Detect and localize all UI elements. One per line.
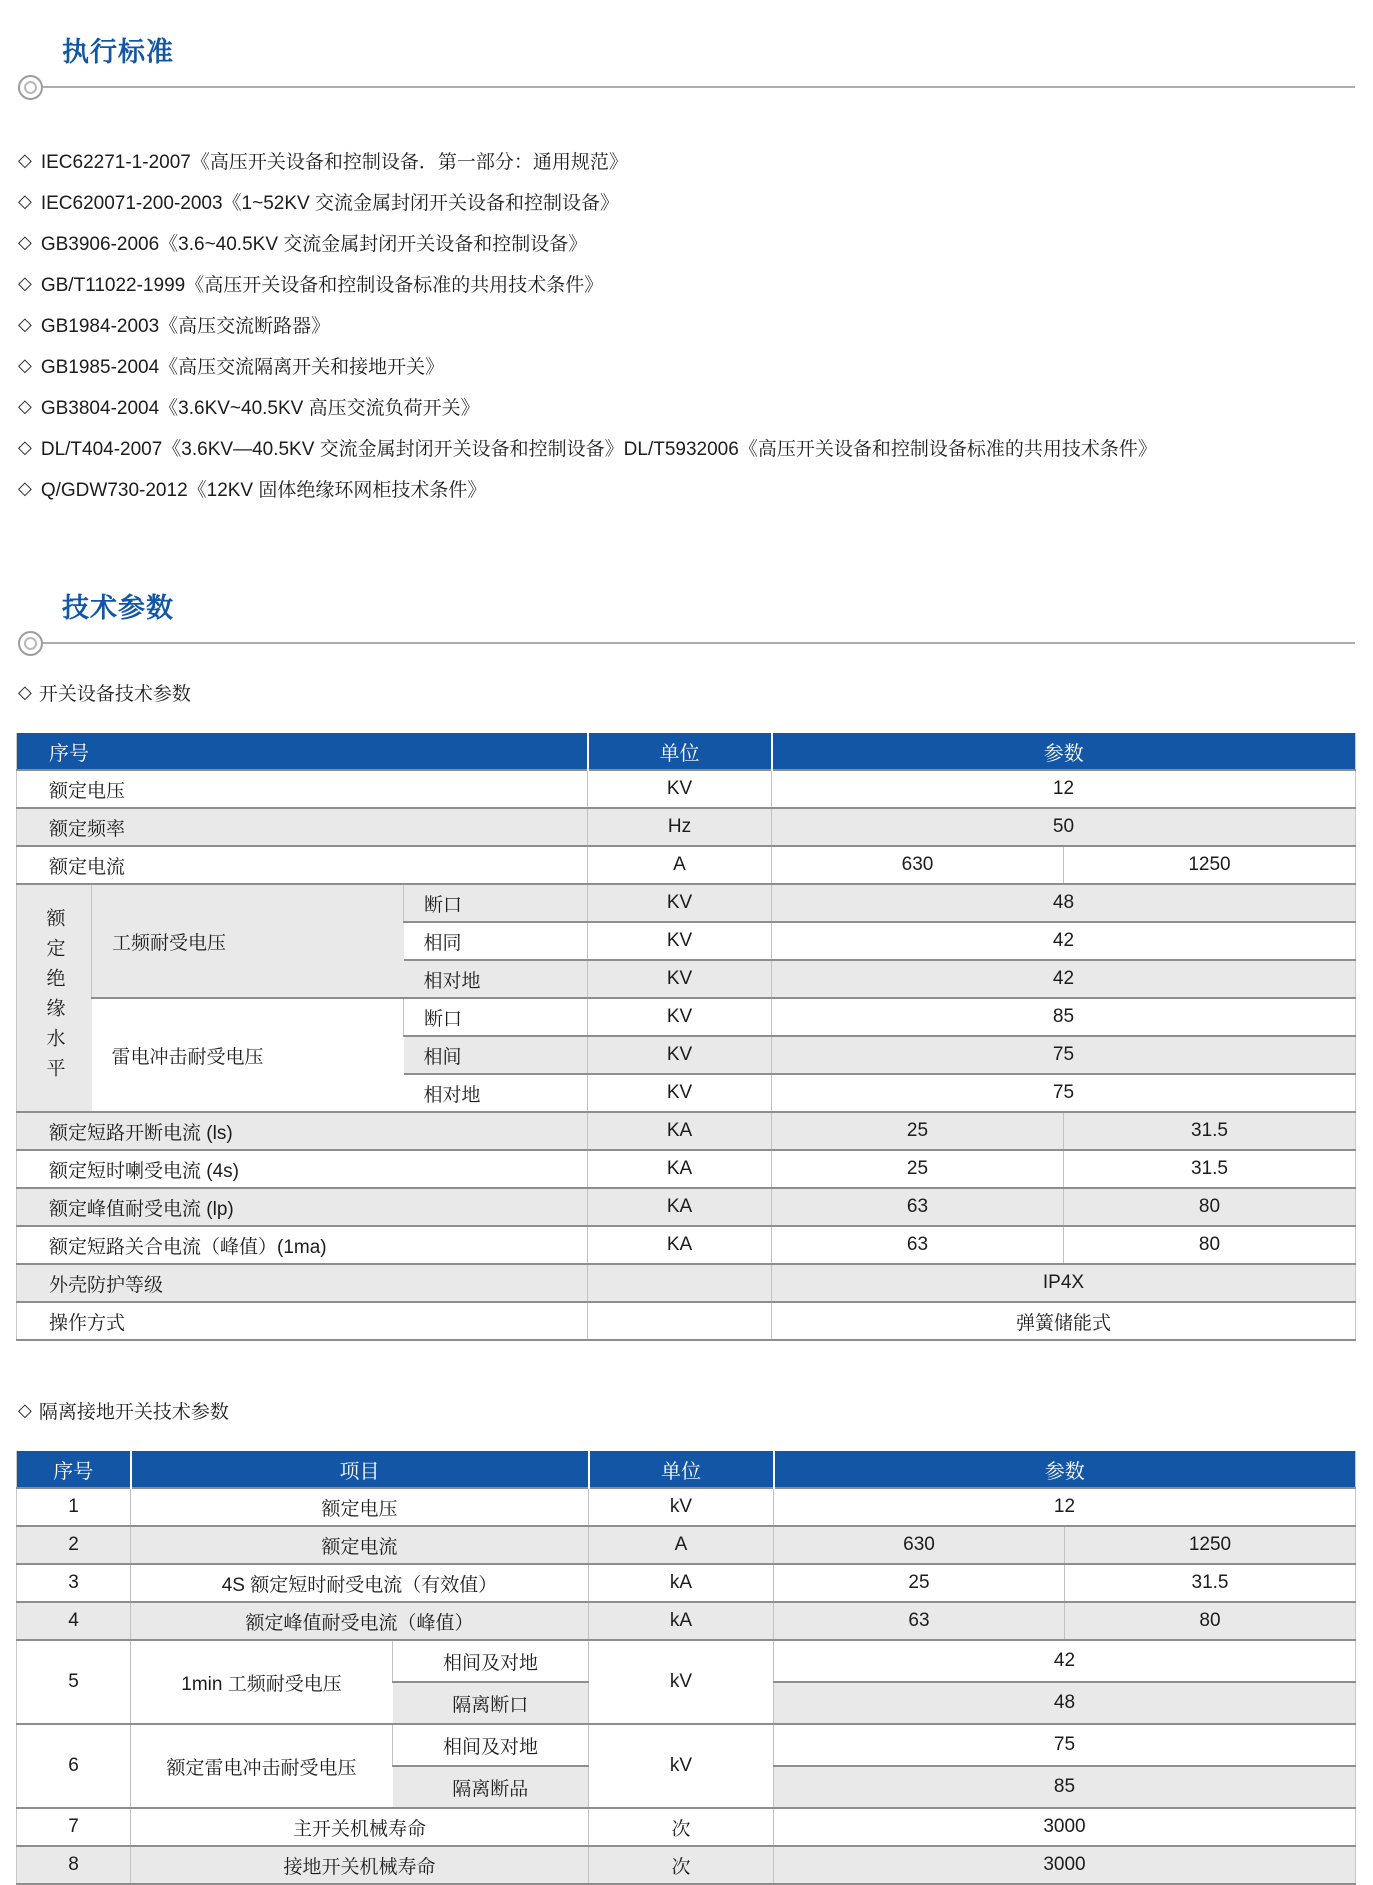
value-cell: 75 (772, 1036, 1356, 1074)
unit-cell (588, 1264, 772, 1302)
value-cell: 1250 (1065, 1526, 1356, 1564)
standard-text: IEC620071-200-2003《1~52KV 交流金属封闭开关设备和控制设备》 (40, 193, 619, 214)
standard-text: GB3804-2004《3.6KV~40.5KV 高压交流负荷开关》 (40, 398, 480, 419)
standard-item (18, 188, 1355, 215)
unit-cell (588, 1302, 772, 1340)
serial-cell: 5 (17, 1640, 131, 1724)
unit-cell: kV (589, 1640, 774, 1724)
serial-cell: 7 (17, 1808, 131, 1846)
diamond-icon: ◇ (18, 1400, 32, 1420)
row-label: 额定短时喇受电流 (4s) (17, 1150, 588, 1188)
sub-item-label: 相对地 (404, 1074, 588, 1112)
table-row (17, 1602, 1356, 1640)
sub-item-label: 相间及对地 (393, 1724, 589, 1766)
unit-cell: KV (588, 1036, 772, 1074)
sub-item-label: 相间及对地 (393, 1640, 589, 1682)
value-cell: 630 (774, 1526, 1065, 1564)
row-label: 额定电流 (17, 846, 588, 884)
unit-cell: KV (588, 1074, 772, 1112)
diamond-icon: ◇ (18, 478, 32, 498)
table-row (17, 770, 1356, 808)
table-row (17, 1264, 1356, 1302)
standard-item (18, 270, 1355, 297)
unit-cell: Hz (588, 808, 772, 846)
switchgear-subtitle (18, 679, 1355, 706)
serial-cell: 3 (17, 1564, 131, 1602)
row-label: 外壳防护等级 (17, 1264, 588, 1302)
serial-cell: 1 (17, 1488, 131, 1526)
insulation-group-label: 额定绝缘水平 (17, 884, 92, 1112)
col-header-serial: 序号 (17, 1451, 131, 1488)
col-header-param: 参数 (774, 1451, 1356, 1488)
diamond-icon: ◇ (18, 355, 32, 375)
table-row (17, 1150, 1356, 1188)
table-row (17, 998, 1356, 1036)
table-row (17, 1488, 1356, 1526)
row-label: 额定电压 (131, 1488, 589, 1526)
parameters-section (16, 586, 1355, 1885)
col-header-unit: 单位 (588, 733, 772, 770)
value-cell: 85 (774, 1766, 1356, 1808)
standard-text: GB/T11022-1999《高压开关设备和控制设备标准的共用技术条件》 (40, 275, 604, 296)
standard-text: GB1984-2003《高压交流断路器》 (40, 316, 331, 337)
value-cell: 弹簧储能式 (772, 1302, 1356, 1340)
value-cell: 63 (772, 1188, 1064, 1226)
table-row (17, 1226, 1356, 1264)
unit-cell: KA (588, 1226, 772, 1264)
standard-item (18, 352, 1355, 379)
standard-item (18, 475, 1355, 502)
unit-cell: KV (588, 884, 772, 922)
subtitle-text: 开关设备技术参数 (38, 684, 191, 705)
value-cell: 63 (772, 1226, 1064, 1264)
diamond-icon: ◇ (18, 191, 32, 211)
value-cell: 42 (774, 1640, 1356, 1682)
table-row (17, 1640, 1356, 1682)
col-header-item: 项目 (131, 1451, 589, 1488)
standard-item (18, 147, 1355, 174)
value-cell: 31.5 (1065, 1564, 1356, 1602)
isolator-subtitle (18, 1397, 1355, 1424)
value-cell: 3000 (774, 1846, 1356, 1884)
col-header-unit: 单位 (589, 1451, 774, 1488)
serial-cell: 6 (17, 1724, 131, 1808)
sub-item-label: 断口 (404, 884, 588, 922)
table-header-row (17, 1451, 1356, 1488)
table-row (17, 1188, 1356, 1226)
value-cell: 63 (774, 1602, 1065, 1640)
unit-cell: KA (588, 1112, 772, 1150)
diamond-icon: ◇ (18, 437, 32, 457)
sub-item-label: 相同 (404, 922, 588, 960)
divider-line (42, 642, 1355, 644)
parameters-section-title: 技术参数 (62, 593, 174, 623)
value-cell: 3000 (774, 1808, 1356, 1846)
serial-cell: 4 (17, 1602, 131, 1640)
row-label: 额定峰值耐受电流 (lp) (17, 1188, 588, 1226)
col-header-param: 参数 (772, 733, 1356, 770)
standard-text: Q/GDW730-2012《12KV 固体绝缘环网柜技术条件》 (40, 480, 487, 501)
group-label: 雷电冲击耐受电压 (92, 998, 404, 1112)
isolator-table (16, 1451, 1356, 1885)
row-label: 操作方式 (17, 1302, 588, 1340)
table-row (17, 1112, 1356, 1150)
standard-item (18, 434, 1355, 461)
diamond-icon: ◇ (18, 396, 32, 416)
table-row (17, 1724, 1356, 1766)
divider-line (42, 86, 1355, 88)
ring-icon (18, 631, 43, 656)
standard-item (18, 393, 1355, 420)
value-cell: 75 (774, 1724, 1356, 1766)
standards-section (16, 30, 1355, 502)
value-cell: 48 (772, 884, 1356, 922)
value-cell: 48 (774, 1682, 1356, 1724)
serial-cell: 8 (17, 1846, 131, 1884)
standards-list (18, 147, 1355, 502)
value-cell: 80 (1064, 1188, 1356, 1226)
row-label: 接地开关机械寿命 (131, 1846, 589, 1884)
row-label: 额定短路关合电流（峰值）(1ma) (17, 1226, 588, 1264)
value-cell: 25 (772, 1112, 1064, 1150)
value-cell: 12 (774, 1488, 1356, 1526)
value-cell: 80 (1065, 1602, 1356, 1640)
standard-text: IEC62271-1-2007《高压开关设备和控制设备．第一部分：通用规范》 (40, 152, 628, 173)
unit-cell: 次 (589, 1846, 774, 1884)
value-cell: 1250 (1064, 846, 1356, 884)
unit-cell: A (589, 1526, 774, 1564)
table-row (17, 1846, 1356, 1884)
table-row (17, 808, 1356, 846)
standard-item (18, 229, 1355, 256)
value-cell: 31.5 (1064, 1112, 1356, 1150)
standard-text: GB3906-2006《3.6~40.5KV 交流金属封闭开关设备和控制设备》 (40, 234, 588, 255)
diamond-icon: ◇ (18, 314, 32, 334)
row-label: 额定电压 (17, 770, 588, 808)
sub-item-label: 相对地 (404, 960, 588, 998)
value-cell: 25 (772, 1150, 1064, 1188)
standard-item (18, 311, 1355, 338)
unit-cell: kV (589, 1724, 774, 1808)
row-label: 额定峰值耐受电流（峰值） (131, 1602, 589, 1640)
unit-cell: A (588, 846, 772, 884)
group-label: 1min 工频耐受电压 (131, 1640, 393, 1724)
value-cell: 25 (774, 1564, 1065, 1602)
unit-cell: kV (589, 1488, 774, 1526)
row-label: 额定频率 (17, 808, 588, 846)
table-row (17, 1808, 1356, 1846)
sub-item-label: 断口 (404, 998, 588, 1036)
unit-cell: 次 (589, 1808, 774, 1846)
group-label: 额定雷电冲击耐受电压 (131, 1724, 393, 1808)
serial-cell: 2 (17, 1526, 131, 1564)
row-label: 额定电流 (131, 1526, 589, 1564)
value-cell: 630 (772, 846, 1064, 884)
unit-cell: KV (588, 998, 772, 1036)
value-cell: 42 (772, 922, 1356, 960)
unit-cell: kA (589, 1564, 774, 1602)
group-label: 工频耐受电压 (92, 884, 404, 998)
diamond-icon: ◇ (18, 150, 32, 170)
value-cell: 85 (772, 998, 1356, 1036)
value-cell: 50 (772, 808, 1356, 846)
value-cell: 31.5 (1064, 1150, 1356, 1188)
table-row (17, 1526, 1356, 1564)
row-label: 4S 额定短时耐受电流（有效值） (131, 1564, 589, 1602)
row-label: 额定短路开断电流 (ls) (17, 1112, 588, 1150)
ring-icon (18, 75, 43, 100)
diamond-icon: ◇ (18, 273, 32, 293)
table-row (17, 1564, 1356, 1602)
unit-cell: KV (588, 770, 772, 808)
unit-cell: KA (588, 1188, 772, 1226)
standards-section-title: 执行标准 (62, 37, 174, 67)
diamond-icon: ◇ (18, 232, 32, 252)
unit-cell: KA (588, 1150, 772, 1188)
sub-item-label: 隔离断品 (393, 1766, 589, 1808)
section-divider (16, 629, 1355, 659)
value-cell: IP4X (772, 1264, 1356, 1302)
table-row (17, 884, 1356, 922)
value-cell: 80 (1064, 1226, 1356, 1264)
sub-item-label: 隔离断口 (393, 1682, 589, 1724)
unit-cell: kA (589, 1602, 774, 1640)
value-cell: 12 (772, 770, 1356, 808)
diamond-icon: ◇ (18, 682, 32, 702)
sub-item-label: 相间 (404, 1036, 588, 1074)
value-cell: 42 (772, 960, 1356, 998)
table-header-row (17, 733, 1356, 770)
col-header-serial: 序号 (17, 733, 588, 770)
standard-text: GB1985-2004《高压交流隔离开关和接地开关》 (40, 357, 445, 378)
value-cell: 75 (772, 1074, 1356, 1112)
unit-cell: KV (588, 960, 772, 998)
table-row (17, 846, 1356, 884)
table-row (17, 1302, 1356, 1340)
row-label: 主开关机械寿命 (131, 1808, 589, 1846)
switchgear-table (16, 733, 1356, 1341)
subtitle-text: 隔离接地开关技术参数 (38, 1402, 229, 1423)
section-divider (16, 73, 1355, 103)
unit-cell: KV (588, 922, 772, 960)
standard-text: DL/T404-2007《3.6KV—40.5KV 交流金属封闭开关设备和控制设备》DL/T5932006《高压开关设备和控制设备标准的共用技术条件》 (40, 439, 1157, 460)
